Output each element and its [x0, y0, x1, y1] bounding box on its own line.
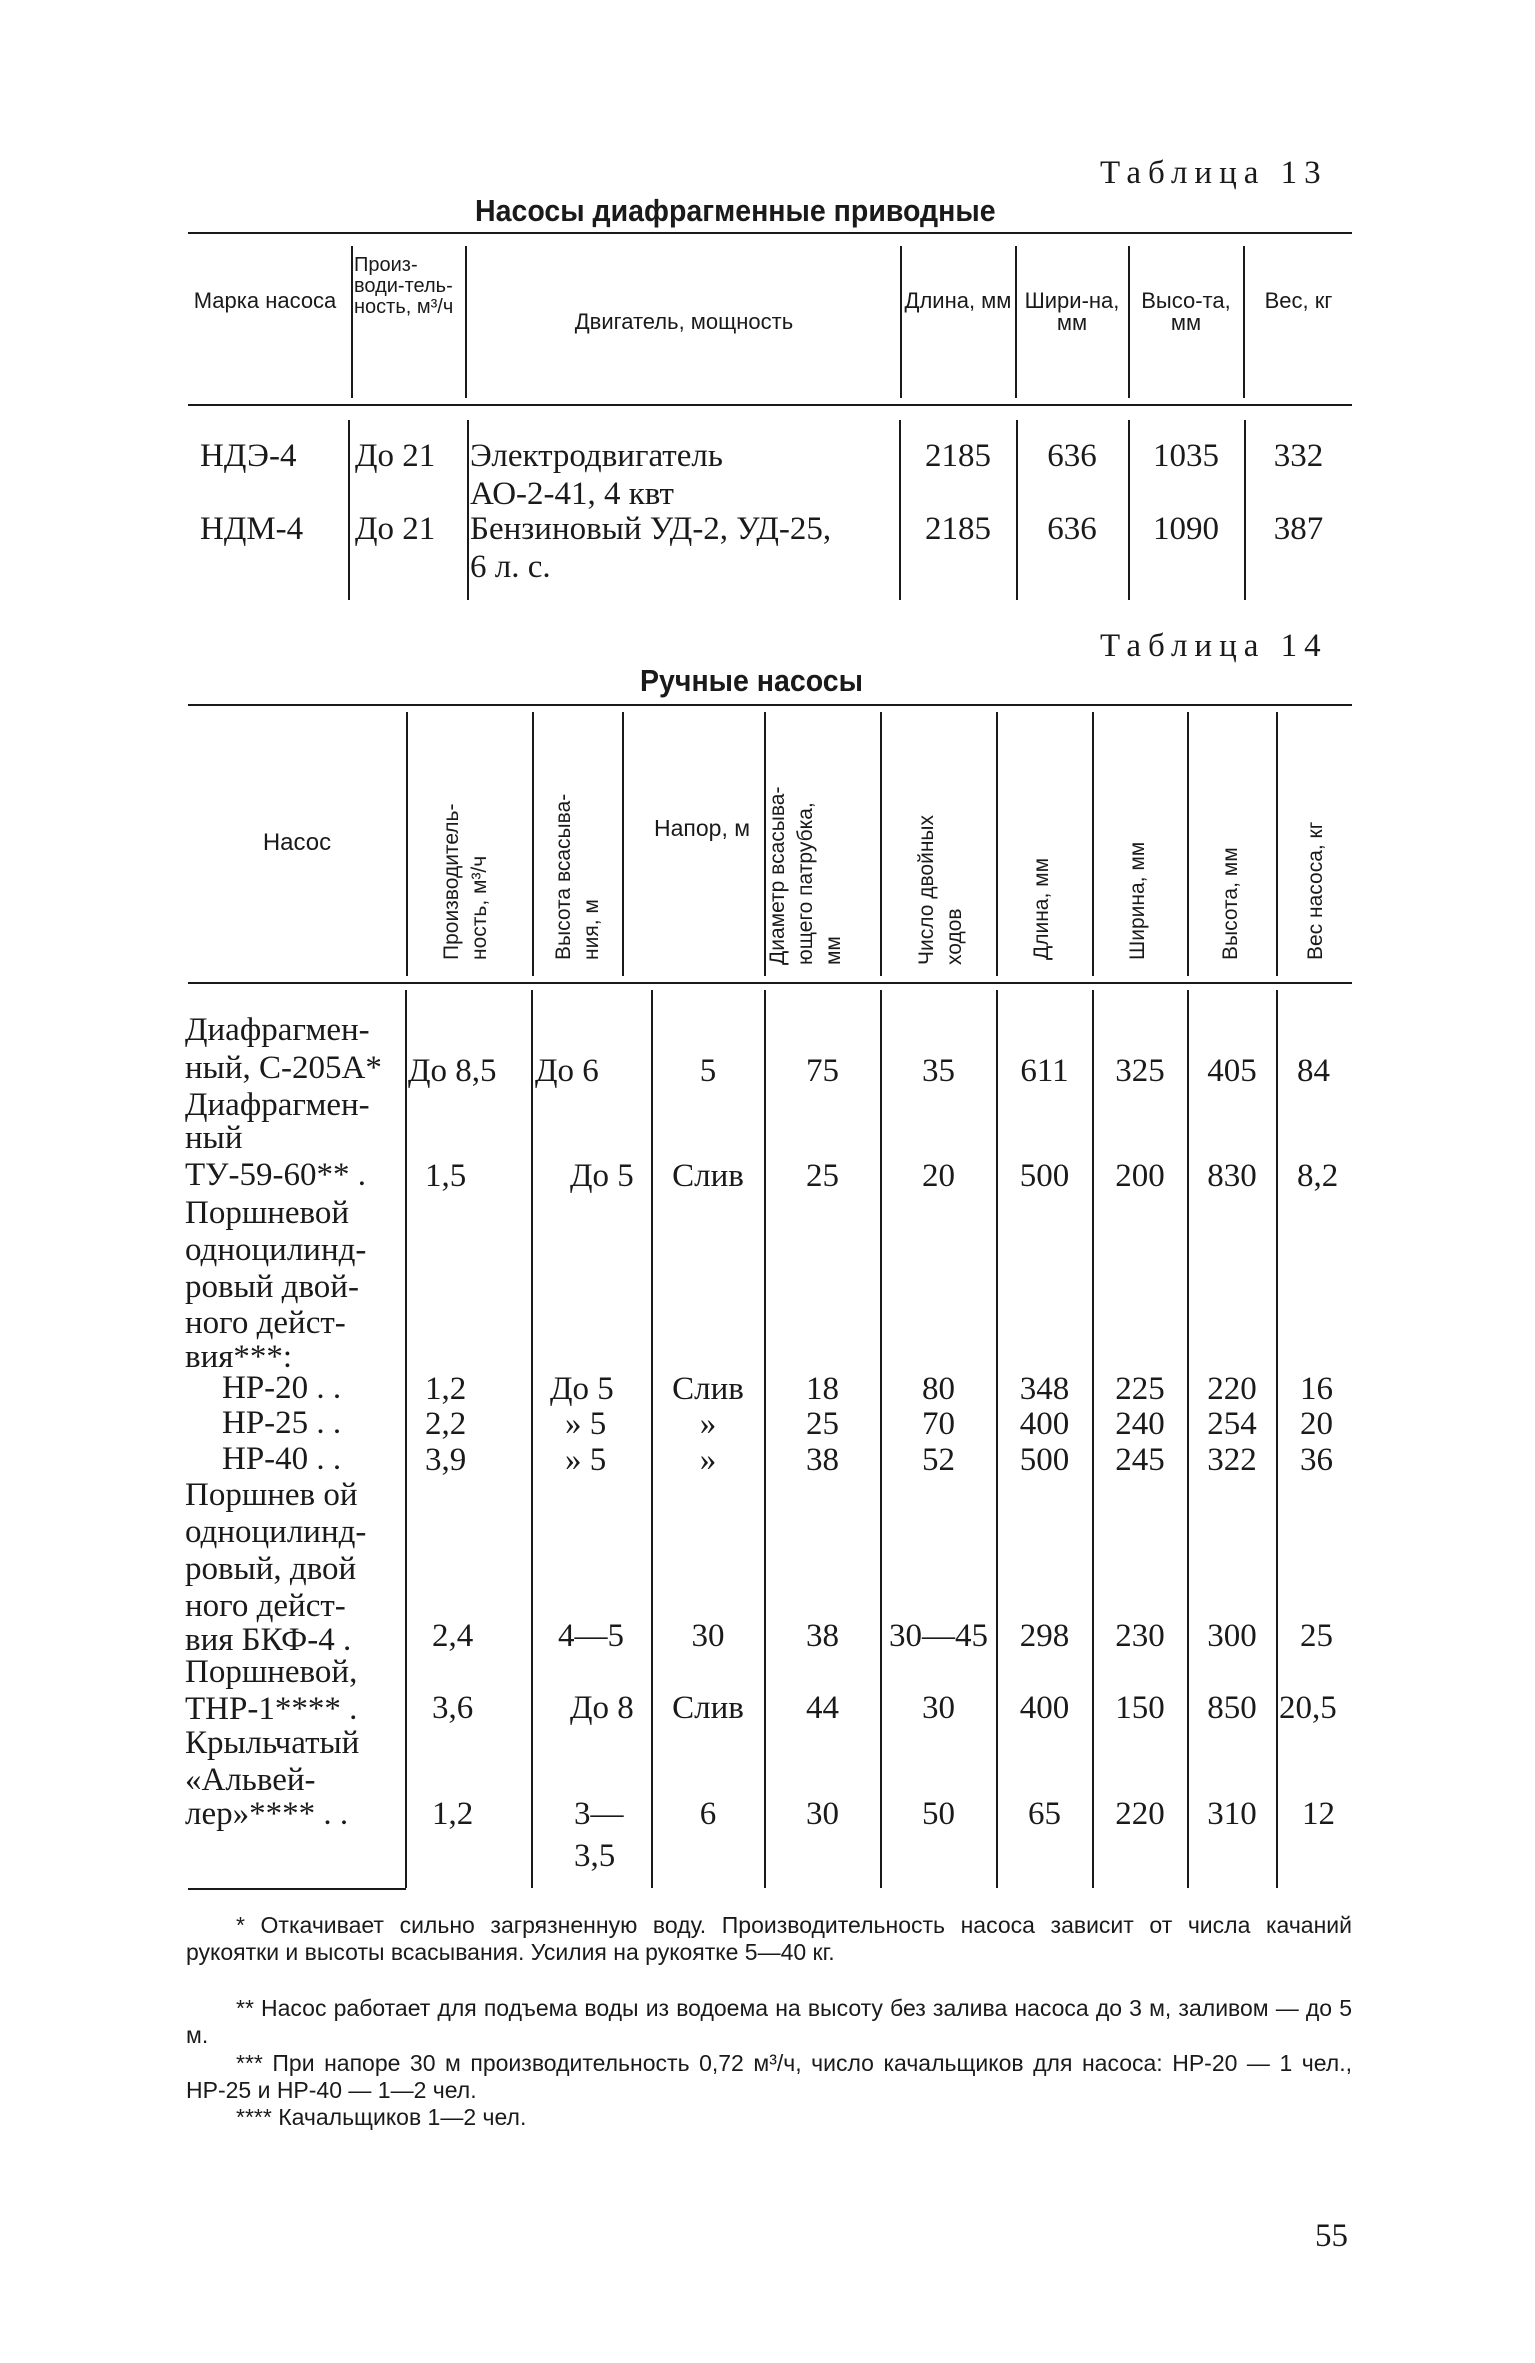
pump-name: Поршнев ой [185, 1477, 358, 1513]
cell-diam: 30 [806, 1796, 839, 1832]
t13-length: 2185 [925, 438, 991, 474]
cell-prod: 3,9 [425, 1442, 467, 1478]
table13-header-rule [188, 404, 1352, 406]
pump-name: Крыльчатый [185, 1725, 360, 1761]
footnote-1: * Откачивает сильно загрязненную воду. Производительность насоса зависит от числа качаний рукоятки и высоты всасывания. Усилия на рукоятке 5—40 кг. [186, 1912, 1352, 1965]
t13-hsep-3 [900, 246, 902, 398]
pump-name: НР-25 . . [222, 1405, 342, 1441]
cell-width: 240 [1115, 1406, 1165, 1442]
pump-name: лер»**** . . [185, 1796, 349, 1832]
t14-hsep-1 [406, 712, 408, 976]
t13-weight: 387 [1273, 511, 1324, 547]
t14-header-suction-2: ния, м [580, 899, 603, 960]
cell-diam: 38 [806, 1442, 839, 1478]
cell-diam: 75 [806, 1053, 839, 1089]
t14-header-head: Напор, м [654, 815, 751, 841]
cell-weight: 20,5 [1279, 1690, 1337, 1726]
cell-height: 850 [1207, 1690, 1257, 1726]
pump-name: ТНР-1**** . [185, 1691, 358, 1727]
cell-prod: 1,5 [425, 1158, 467, 1194]
t14-header-suction-1: Высота всасыва- [552, 793, 575, 960]
t13-hsep-2 [465, 246, 467, 398]
t14-header-width: Ширина, мм [1126, 841, 1149, 960]
cell-suction: До 8 [570, 1690, 634, 1726]
t13-header-height: Высо-та, мм [1141, 288, 1231, 335]
t14-header-weight: Вес насоса, кг [1304, 821, 1327, 960]
pump-name: ровый, двой [185, 1551, 357, 1587]
pump-group-name: ного дейст- [185, 1305, 346, 1341]
t14-bsep-2 [531, 990, 533, 1888]
t13-motor-line2: 6 л. с. [470, 549, 551, 585]
t14-header-diam-3: мм [822, 936, 845, 965]
t13-motor-line2: АО-2-41, 4 квт [470, 476, 674, 512]
cell-weight: 84 [1297, 1053, 1330, 1089]
cell-suction: 4—5 [558, 1618, 624, 1654]
footnote-2: ** Насос работает для подъема воды из водоема на высоту без залива насоса до 3 м, заливом — до 5 м. [186, 1995, 1352, 2048]
t13-header-mark: Марка насоса [193, 288, 337, 313]
cell-strokes: 30—45 [889, 1618, 988, 1654]
cell-suction: До 6 [535, 1053, 599, 1089]
pump-group-name: ровый двой- [185, 1269, 359, 1305]
t13-mark: НДМ-4 [200, 511, 304, 547]
t13-motor-line1: Электродвигатель [470, 438, 723, 474]
cell-prod: 1,2 [425, 1371, 467, 1407]
t13-width: 636 [1047, 511, 1097, 547]
pump-name: ный [185, 1120, 243, 1156]
t14-hsep-3 [622, 712, 624, 976]
t14-bsep-9 [1276, 990, 1278, 1888]
t13-header-motor: Двигатель, мощность [574, 309, 794, 334]
cell-suction: 3— [574, 1796, 624, 1832]
cell-length: 500 [1019, 1158, 1070, 1194]
t14-header-diam-1: Диаметр всасыва- [766, 786, 789, 965]
pump-name: Поршневой, [185, 1654, 358, 1690]
cell-strokes: 70 [922, 1406, 955, 1442]
t14-header-strokes-2: ходов [943, 908, 966, 965]
pump-name: ный, С-205А* [185, 1050, 382, 1086]
t13-bsep-3 [899, 420, 901, 600]
t13-hsep-1 [351, 246, 353, 398]
cell-diam: 25 [806, 1406, 839, 1442]
t13-bsep-2 [467, 420, 469, 600]
cell-suction: » 5 [565, 1406, 607, 1442]
cell-length: 611 [1020, 1053, 1069, 1089]
t13-header-length: Длина, мм [904, 288, 1012, 313]
t13-weight: 332 [1273, 438, 1324, 474]
t13-height: 1035 [1153, 438, 1219, 474]
cell-strokes: 52 [922, 1442, 955, 1478]
cell-prod: 1,2 [432, 1796, 474, 1832]
cell-height: 322 [1207, 1442, 1257, 1478]
cell-length: 65 [1028, 1796, 1061, 1832]
cell-length: 348 [1019, 1371, 1070, 1407]
cell-head: 30 [691, 1618, 725, 1654]
cell-suction: » 5 [565, 1442, 607, 1478]
t13-header-prod: Произ-води-тель-ность, м³/ч [354, 254, 454, 318]
t14-hsep-9 [1276, 712, 1278, 976]
pump-group-name: вия***: [185, 1339, 293, 1375]
cell-suction: До 5 [570, 1158, 634, 1194]
pump-name: вия БКФ-4 . [185, 1622, 352, 1658]
table13-label: Таблица 13 [1100, 155, 1328, 191]
cell-head: 5 [699, 1053, 717, 1089]
t13-bsep-1 [348, 420, 350, 600]
cell-height: 830 [1207, 1158, 1257, 1194]
cell-head: Слив [672, 1371, 744, 1407]
t13-height: 1090 [1153, 511, 1219, 547]
cell-strokes: 80 [922, 1371, 955, 1407]
cell-height: 310 [1207, 1796, 1257, 1832]
t14-header-diam-2: ющего патрубка, [794, 802, 817, 965]
cell-weight: 8,2 [1297, 1158, 1339, 1194]
t13-mark: НДЭ-4 [200, 438, 297, 474]
cell-length: 400 [1019, 1406, 1070, 1442]
table13-top-rule [188, 232, 1352, 234]
t13-motor-line1: Бензиновый УД-2, УД-25, [470, 511, 832, 547]
cell-diam: 18 [806, 1371, 839, 1407]
t14-hsep-7 [1092, 712, 1094, 976]
cell-head: » [699, 1442, 717, 1478]
cell-width: 200 [1115, 1158, 1165, 1194]
t13-length: 2185 [925, 511, 991, 547]
cell-height: 405 [1207, 1053, 1257, 1089]
cell-height: 220 [1207, 1371, 1257, 1407]
pump-name: ТУ-59-60** . [185, 1157, 367, 1193]
cell-head: » [699, 1406, 717, 1442]
t14-header-length: Длина, мм [1030, 857, 1053, 960]
pump-name: ного дейст- [185, 1588, 346, 1624]
pump-group-name: Поршневой [185, 1195, 350, 1231]
pump-name: Диафрагмен- [185, 1087, 370, 1123]
footnote-3: *** При напоре 30 м производительность 0,72 м³/ч, число качальщиков для насоса: НР-20 — 1 чел., НР-25 и НР-40 — 1—2 чел. [186, 2050, 1352, 2103]
t14-hsep-5 [880, 712, 882, 976]
table14-header-rule [188, 982, 1352, 984]
cell-length: 298 [1019, 1618, 1070, 1654]
cell-head: Слив [672, 1158, 744, 1194]
pump-name: НР-40 . . [222, 1441, 342, 1477]
t14-header-prod-2: ность, м³/ч [468, 855, 491, 960]
cell-head: 6 [699, 1796, 717, 1832]
table14-top-rule [188, 704, 1352, 706]
cell-suction: 3,5 [574, 1838, 616, 1874]
t14-header-prod-1: Производитель- [440, 803, 463, 960]
cell-prod: До 8,5 [408, 1053, 497, 1089]
table13-title: Насосы диафрагменные приводные [475, 193, 996, 228]
cell-weight: 25 [1300, 1618, 1333, 1654]
cell-strokes: 50 [922, 1796, 955, 1832]
table14-bottom-rule [188, 1888, 406, 1890]
t14-header-height: Высота, мм [1219, 847, 1242, 960]
t13-width: 636 [1047, 438, 1097, 474]
t13-prod: До 21 [355, 511, 436, 547]
cell-width: 225 [1115, 1371, 1165, 1407]
t14-header-strokes-1: Число двойных [915, 814, 938, 965]
cell-strokes: 30 [922, 1690, 955, 1726]
t13-hsep-6 [1243, 246, 1245, 398]
cell-suction: До 5 [550, 1371, 614, 1407]
cell-prod: 2,4 [432, 1618, 474, 1654]
cell-height: 300 [1207, 1618, 1257, 1654]
cell-weight: 12 [1302, 1796, 1335, 1832]
pump-group-name: одноцилинд- [185, 1232, 367, 1268]
cell-strokes: 20 [922, 1158, 955, 1194]
pump-name: одноцилинд- [185, 1514, 367, 1550]
page-number: 55 [1315, 2218, 1348, 2254]
cell-weight: 16 [1300, 1371, 1333, 1407]
pump-name: «Альвей- [185, 1762, 316, 1798]
cell-diam: 25 [806, 1158, 839, 1194]
t14-hsep-6 [996, 712, 998, 976]
cell-height: 254 [1207, 1406, 1257, 1442]
cell-width: 150 [1115, 1690, 1165, 1726]
cell-prod: 2,2 [425, 1406, 467, 1442]
cell-diam: 38 [806, 1618, 839, 1654]
t14-header-pump: Насос [262, 829, 332, 856]
cell-strokes: 35 [922, 1053, 955, 1089]
t13-prod: До 21 [355, 438, 436, 474]
t13-header-width: Шири-на, мм [1024, 288, 1120, 335]
table14-label: Таблица 14 [1100, 628, 1328, 664]
pump-name: НР-20 . . [222, 1370, 342, 1406]
cell-weight: 20 [1300, 1406, 1333, 1442]
t14-bsep-1 [405, 990, 407, 1888]
cell-head: Слив [672, 1690, 744, 1726]
cell-length: 400 [1019, 1690, 1070, 1726]
cell-length: 500 [1019, 1442, 1070, 1478]
t14-hsep-8 [1187, 712, 1189, 976]
footnote-4: **** Качальщиков 1—2 чел. [236, 2104, 527, 2130]
cell-weight: 36 [1300, 1442, 1333, 1478]
t14-hsep-2 [532, 712, 534, 976]
cell-diam: 44 [806, 1690, 839, 1726]
cell-width: 325 [1115, 1053, 1165, 1089]
cell-prod: 3,6 [432, 1690, 474, 1726]
t13-header-weight: Вес, кг [1264, 288, 1333, 313]
cell-width: 230 [1115, 1618, 1165, 1654]
pump-name: Диафрагмен- [185, 1012, 370, 1048]
table14-title: Ручные насосы [640, 663, 864, 698]
cell-width: 245 [1115, 1442, 1165, 1478]
cell-width: 220 [1115, 1796, 1165, 1832]
